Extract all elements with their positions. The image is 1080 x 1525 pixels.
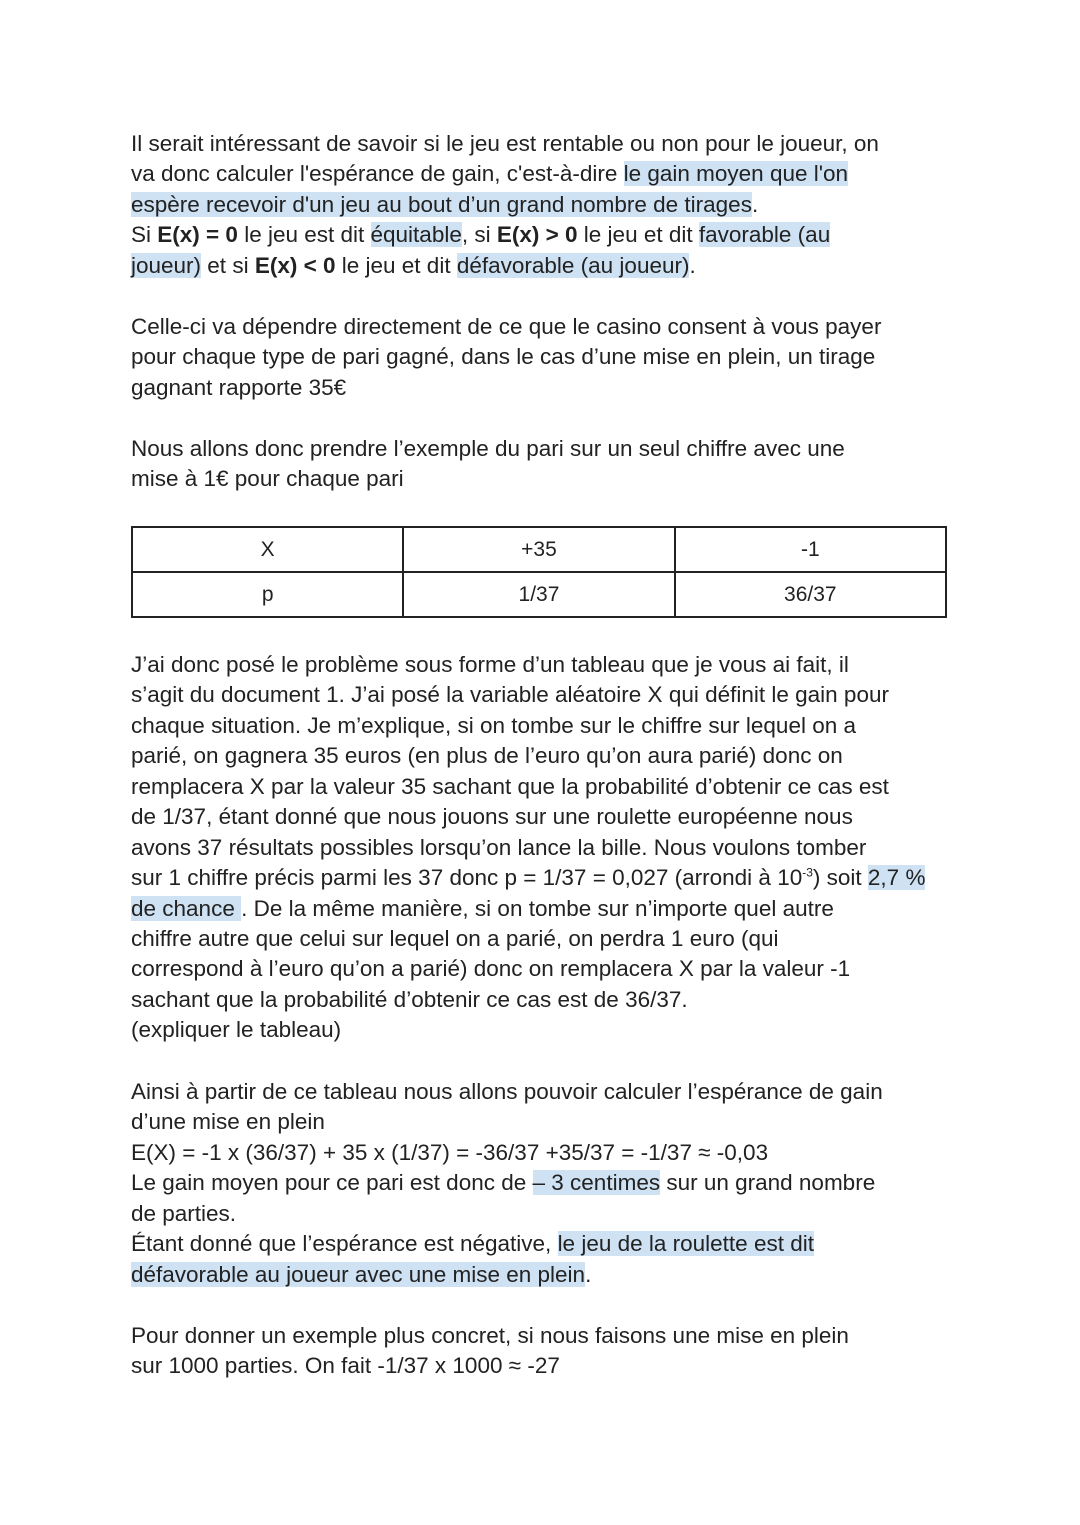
text-segment: sur 1000 parties. On fait -1/37 x 1000 ≈ -27 xyxy=(131,1353,560,1379)
text-line xyxy=(131,772,925,802)
text-segment: sur 1 chiffre précis parmi les 37 donc p = 1/37 = 0,027 (arrondi à 10 xyxy=(131,865,803,891)
text-line xyxy=(131,802,925,832)
highlighted-text: le jeu de la roulette est dit xyxy=(557,1231,814,1257)
text-line xyxy=(131,863,925,893)
highlighted-text: 2,7 % xyxy=(867,865,926,891)
paragraph-expectation xyxy=(131,1077,883,1290)
text-segment: Nous allons donc prendre l’exemple du pari sur un seul chiffre avec une xyxy=(131,436,845,461)
paragraph-example xyxy=(131,434,845,495)
text-line xyxy=(131,434,845,464)
text-line xyxy=(131,312,881,342)
highlighted-text: le gain moyen que l'on xyxy=(623,161,849,187)
paragraph-concrete-example xyxy=(131,1321,849,1382)
text-segment: . xyxy=(689,252,696,278)
text-line xyxy=(131,1351,849,1381)
text-line xyxy=(131,680,925,710)
text-segment: d’une mise en plein xyxy=(131,1109,325,1135)
text-segment: remplacera X par la valeur 35 sachant que la probabilité d’obtenir ce cas est xyxy=(131,773,889,799)
text-segment: . De la même manière, si on tombe sur n’importe quel autre xyxy=(241,895,834,921)
table-row xyxy=(132,572,946,617)
text-segment: de parties. xyxy=(131,1200,237,1226)
text-segment: , si xyxy=(461,222,497,248)
text-line xyxy=(131,1168,883,1198)
table-cell: X xyxy=(132,527,403,572)
highlighted-text: joueur) xyxy=(131,252,202,278)
text-line xyxy=(131,251,879,281)
text-segment: Celle-ci va dépendre directement de ce que le casino consent à vous payer xyxy=(131,314,882,339)
text-segment: Il serait intéressant de savoir si le jeu est rentable ou non pour le joueur, on xyxy=(131,131,879,156)
table-cell: 36/37 xyxy=(675,572,946,617)
text-segment: . xyxy=(585,1261,592,1287)
text-segment: -3 xyxy=(802,865,813,880)
text-segment: chiffre autre que celui sur lequel on a parié, on perdra 1 euro (qui xyxy=(131,925,779,951)
text-line xyxy=(131,1229,883,1259)
highlighted-text: équitable xyxy=(370,222,462,248)
text-segment: avons 37 résultats possibles lorsqu’on lance la bille. Nous voulons tomber xyxy=(131,834,867,860)
text-segment: parié, on gagnera 35 euros (en plus de l’euro qu’on aura parié) donc on xyxy=(131,743,843,769)
text-line xyxy=(131,1015,925,1045)
text-segment: Si xyxy=(131,222,158,248)
text-line xyxy=(131,650,925,680)
text-segment: de 1/37, étant donné que nous jouons sur une roulette européenne nous xyxy=(131,804,853,830)
text-line xyxy=(131,924,925,954)
text-segment: Étant donné que l’espérance est négative, xyxy=(131,1231,558,1257)
text-line xyxy=(131,1321,849,1351)
text-segment: J’ai donc posé le problème sous forme d’un tableau que je vous ai fait, il xyxy=(131,652,849,677)
highlighted-text: défavorable au joueur avec une mise en plein xyxy=(131,1261,586,1287)
text-segment: E(X) = -1 x (36/37) + 35 x (1/37) = -36/37 +35/37 = -1/37 ≈ -0,03 xyxy=(131,1139,769,1165)
table-cell: +35 xyxy=(403,527,674,572)
highlighted-text: – 3 centimes xyxy=(532,1170,661,1196)
bold-text: E(x) > 0 xyxy=(496,222,578,248)
bold-text: E(x) = 0 xyxy=(157,222,238,248)
paragraph-casino-payout xyxy=(131,312,881,403)
text-segment: Pour donner un exemple plus concret, si nous faisons une mise en plein xyxy=(131,1323,849,1348)
text-segment: mise à 1€ pour chaque pari xyxy=(131,466,404,492)
text-line xyxy=(131,373,881,403)
text-segment: . xyxy=(751,191,759,217)
text-line xyxy=(131,894,925,924)
text-segment: sur un grand nombre xyxy=(660,1170,876,1196)
text-segment: correspond à l’euro qu’on a parié) donc on remplacera X par la valeur -1 xyxy=(131,956,851,982)
text-segment: pour chaque type de pari gagné, dans le cas d’une mise en plein, un tirage xyxy=(131,344,876,370)
text-line xyxy=(131,1199,883,1229)
text-segment: gagnant rapporte 35€ xyxy=(131,374,347,400)
text-line xyxy=(131,190,879,220)
text-segment: va donc calculer l'espérance de gain, c'est-à-dire xyxy=(131,161,624,187)
paragraph-table-explanation xyxy=(131,650,925,1046)
text-line xyxy=(131,1107,883,1137)
text-line xyxy=(131,711,925,741)
text-line xyxy=(131,954,925,984)
text-line xyxy=(131,342,881,372)
text-segment: sachant que la probabilité d’obtenir ce cas est de 36/37. xyxy=(131,986,688,1012)
highlighted-text: défavorable (au joueur) xyxy=(456,252,690,278)
text-line xyxy=(131,1138,883,1168)
text-segment: s’agit du document 1. J’ai posé la variable aléatoire X qui définit le gain pour xyxy=(131,682,889,708)
highlighted-text: espère recevoir d'un jeu au bout d’un grand nombre de tirages xyxy=(131,191,752,217)
text-segment: Le gain moyen pour ce pari est donc de xyxy=(131,1170,533,1196)
table-row xyxy=(132,527,946,572)
text-line xyxy=(131,159,879,189)
text-segment: le jeu et dit xyxy=(577,222,699,248)
probability-table xyxy=(131,526,947,618)
text-segment: Ainsi à partir de ce tableau nous allons pouvoir calculer l’espérance de gain xyxy=(131,1079,883,1104)
text-line xyxy=(131,1260,883,1290)
text-line xyxy=(131,220,879,250)
text-segment: chaque situation. Je m’explique, si on tombe sur le chiffre sur lequel on a xyxy=(131,712,856,738)
text-segment: (expliquer le tableau) xyxy=(131,1017,342,1043)
text-line xyxy=(131,741,925,771)
text-line xyxy=(131,464,845,494)
text-line xyxy=(131,985,925,1015)
text-segment: le jeu et dit xyxy=(335,252,457,278)
text-segment: ) soit xyxy=(812,865,868,891)
text-line xyxy=(131,1077,883,1107)
table-cell: p xyxy=(132,572,403,617)
highlighted-text: de chance xyxy=(131,895,242,921)
text-segment: et si xyxy=(201,252,255,278)
text-segment: le jeu est dit xyxy=(237,222,371,248)
table-cell: -1 xyxy=(675,527,946,572)
text-line xyxy=(131,129,879,159)
paragraph-intro xyxy=(131,129,879,281)
table-cell: 1/37 xyxy=(403,572,674,617)
highlighted-text: favorable (au xyxy=(698,222,831,248)
text-line xyxy=(131,833,925,863)
bold-text: E(x) < 0 xyxy=(254,252,336,278)
